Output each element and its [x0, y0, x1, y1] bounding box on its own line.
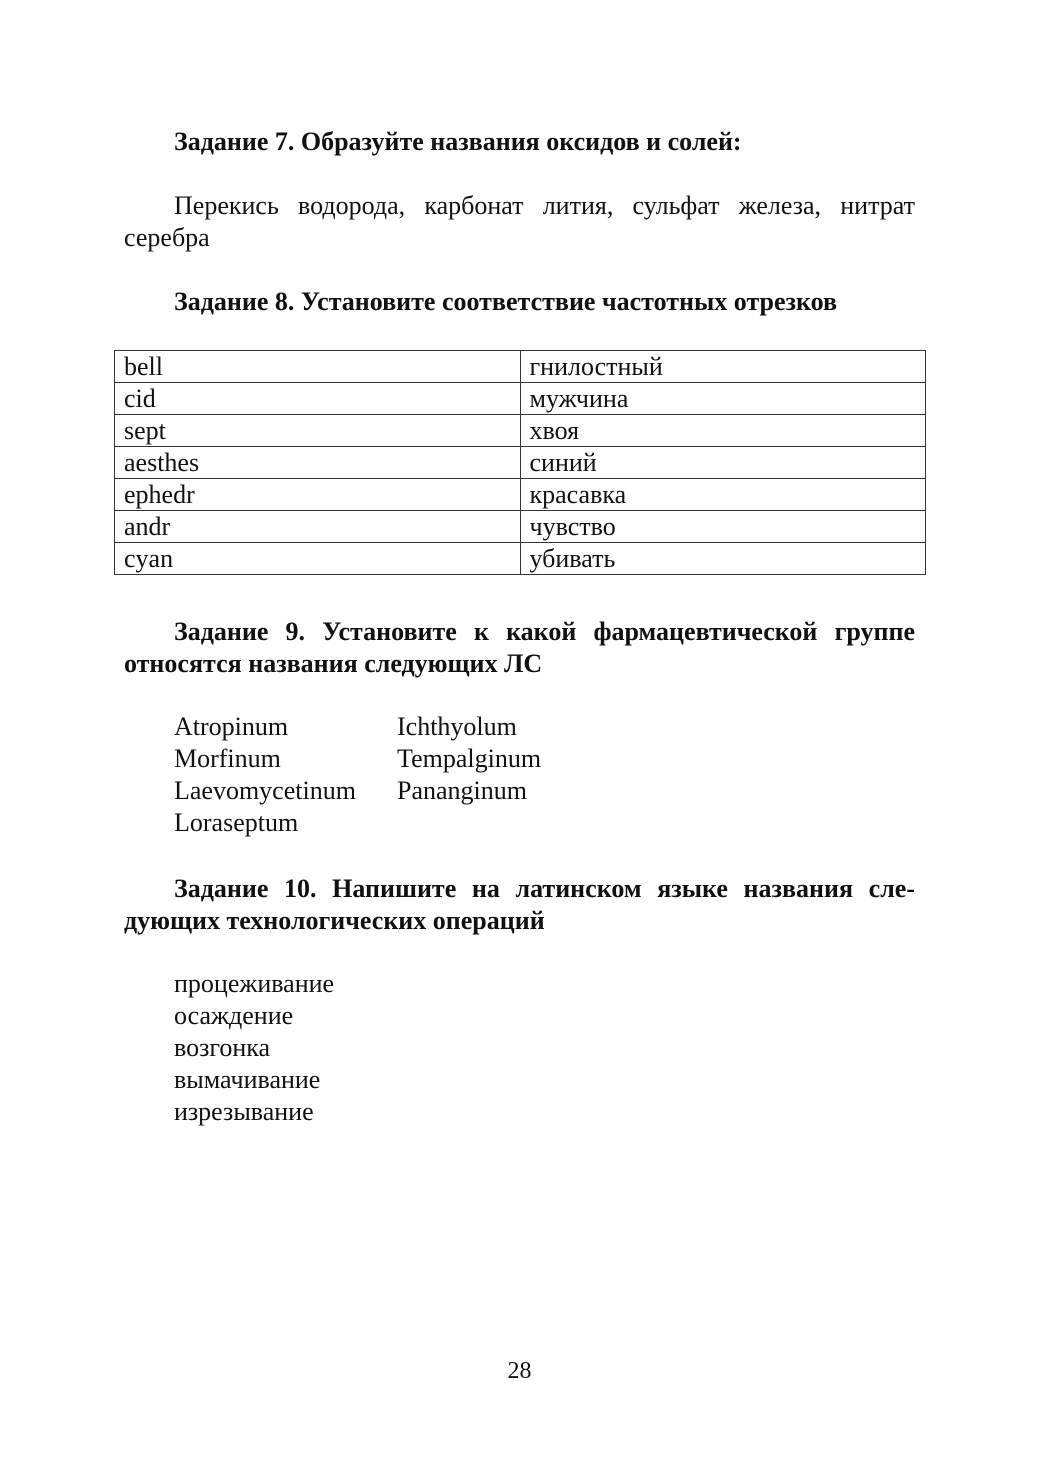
drug-list-column-1 [174, 711, 356, 839]
list-item: Loraseptum [174, 808, 299, 837]
list-item: вымачивание [174, 1065, 321, 1094]
operations-list [174, 968, 334, 1128]
drug-list-column-2 [397, 711, 541, 807]
page-number: 28 [507, 1358, 532, 1384]
task9-title [124, 616, 915, 680]
table-cell-left: bell [115, 351, 521, 383]
list-item: осаждение [174, 1001, 294, 1030]
task10-title-line1: Задание 10. Напишите на латинском языке названия сле- [174, 874, 915, 903]
table-cell-left: ephedr [115, 479, 521, 511]
table-row [115, 351, 926, 383]
list-item: изрезывание [174, 1097, 314, 1126]
list-item: Laevomycetinum [174, 776, 356, 805]
table-row [115, 383, 926, 415]
table-cell-right: мужчина [520, 383, 926, 415]
table-row [115, 543, 926, 575]
table-cell-left: andr [115, 511, 521, 543]
task10-title-line2: дующих технологических операций [124, 906, 545, 935]
task9-title-line1: Задание 9. Установите к какой фармацевтической группе [174, 617, 915, 646]
list-item: процеживание [174, 969, 335, 998]
task8-title: Задание 8. Установите соответствие частотных отрезков [174, 287, 838, 316]
table-row [115, 479, 926, 511]
list-item: Pananginum [397, 776, 527, 805]
task7-title: Задание 7. Образуйте названия оксидов и солей: [174, 127, 742, 156]
list-item: Morfinum [174, 744, 281, 773]
task7-text-line2: серебра [124, 223, 210, 252]
list-item: Ichthyolum [397, 712, 517, 741]
table-cell-left: cid [115, 383, 521, 415]
table-row [115, 415, 926, 447]
table-cell-right: гнилостный [520, 351, 926, 383]
table-cell-right: убивать [520, 543, 926, 575]
table-row [115, 447, 926, 479]
list-item: Atropinum [174, 712, 289, 741]
list-item: возгонка [174, 1033, 271, 1062]
task10-title [124, 873, 915, 937]
task7-text-line1: Перекись водорода, карбонат лития, сульфат железа, нитрат [174, 191, 915, 220]
table-cell-right: хвоя [520, 415, 926, 447]
table-row [115, 511, 926, 543]
table-cell-right: синий [520, 447, 926, 479]
correspondence-table [114, 350, 926, 575]
table-cell-right: чувство [520, 511, 926, 543]
task7-text [124, 190, 915, 254]
task9-title-line2: относятся названия следующих ЛС [124, 649, 543, 678]
table-cell-right: красавка [520, 479, 926, 511]
table-cell-left: cyan [115, 543, 521, 575]
list-item: Tempalginum [397, 744, 542, 773]
table-cell-left: sept [115, 415, 521, 447]
table-cell-left: aesthes [115, 447, 521, 479]
